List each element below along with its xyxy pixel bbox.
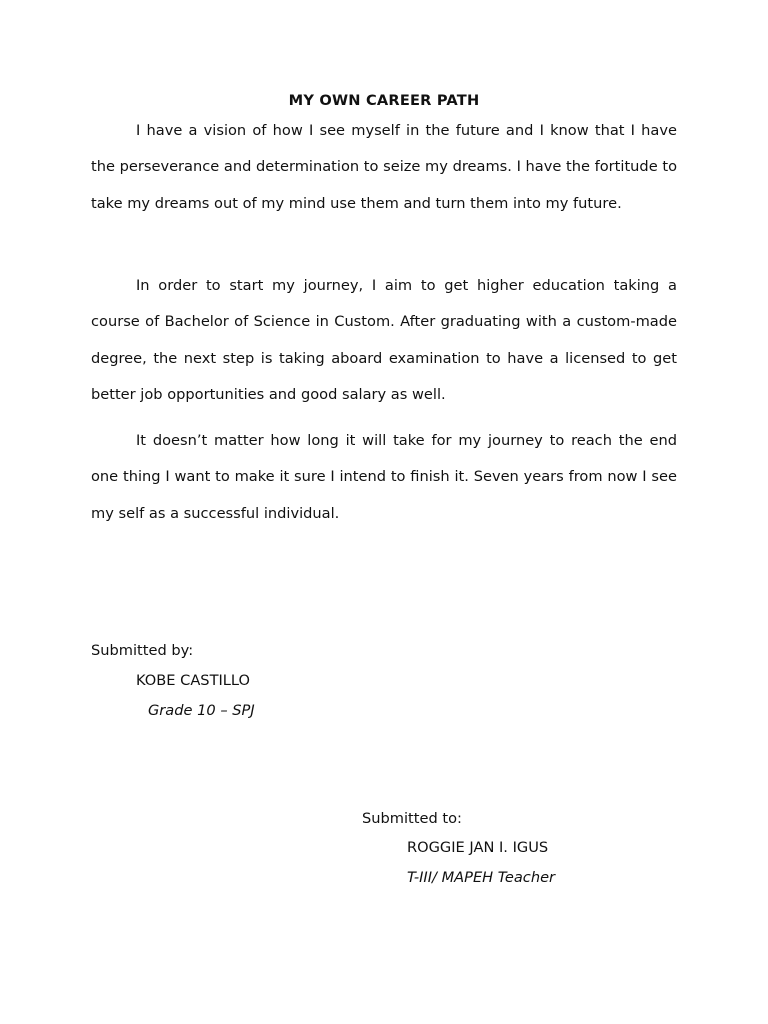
student-grade-section: Grade 10 – SPJ xyxy=(148,702,255,719)
teacher-position: T-III/ MAPEH Teacher xyxy=(407,869,556,886)
submitted-to-label: Submitted to: xyxy=(362,810,462,827)
submitted-by-label: Submitted by: xyxy=(91,642,194,659)
document-title: MY OWN CAREER PATH xyxy=(288,92,480,109)
paragraph-1 xyxy=(91,113,677,222)
teacher-name: ROGGIE JAN I. IGUS xyxy=(407,839,549,856)
paragraph-3-text: It doesn’t matter how long it will take for my journey to reach the end one thing I want to make it sure I intend to finish it. Seven years from now I see my self as a successful individual. xyxy=(91,432,677,522)
paragraph-2-text: In order to start my journey, I aim to get higher education taking a course of Bachelor of Science in Custom. After graduating with a custom-made degree, the next step is taking aboard examination to have a licensed to get better job opportunities and good salary as well. xyxy=(91,277,677,403)
paragraph-2 xyxy=(91,268,677,413)
paragraph-1-text: I have a vision of how I see myself in the future and I know that I have the perseverance and determination to seize my dreams. I have the fortitude to take my dreams out of my mind use them and turn them into my future. xyxy=(91,122,677,212)
paragraph-3 xyxy=(91,423,677,532)
student-name: KOBE CASTILLO xyxy=(136,672,251,689)
